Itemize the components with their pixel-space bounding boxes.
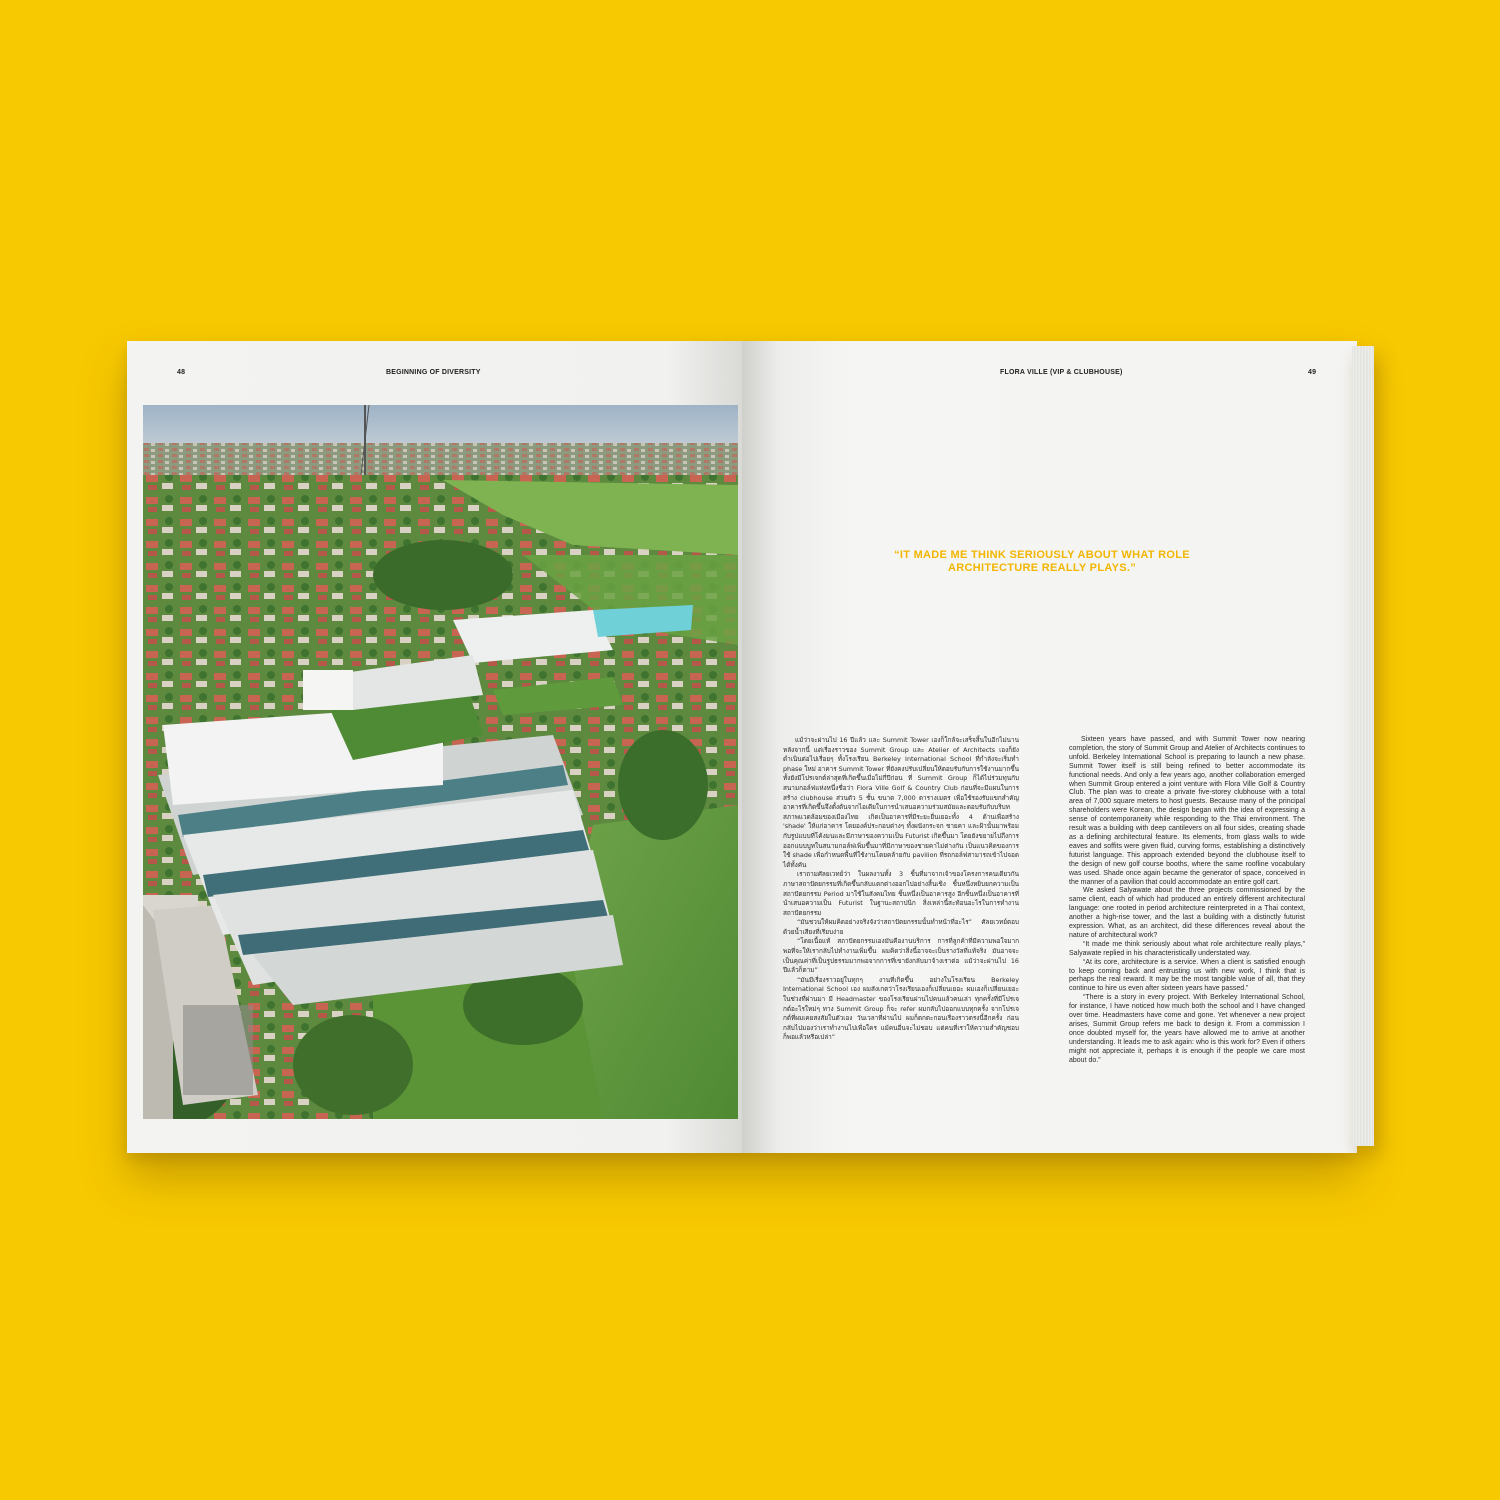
english-paragraph: “At its core, architecture is a service. When a client is satisfied enough to keep coming back and entrusting us with new work, I think that is perhaps the real reward. It may be the most tangible value of all, that they continue to hire us even after sixteen years have passed.” — [1069, 958, 1305, 993]
page-number-right: 49 — [1308, 369, 1317, 376]
pull-quote: “IT MADE ME THINK SERIOUSLY ABOUT WHAT ROLE ARCHITECTURE REALLY PLAYS.” — [894, 549, 1190, 574]
english-paragraph: “There is a story in every project. With Berkeley International School, for instance, I have noticed how much both the school and I have changed over time. Headmasters have come and gone. Yet whenever a new project arises, Summit Group refers me back to design it. From a commission I once doubted myself for, the years have allowed me to arrive at another understanding. It leads me to ask again: who is this work for? Even if others might not appreciate it, perhaps it is enough if the people we care most about do.” — [1069, 994, 1305, 1064]
english-paragraph: Sixteen years have passed, and with Summit Tower now nearing completion, the story of Summit Group and Atelier of Architects continues to unfold. Berkeley International School is preparing to launch a new phase. Summit Tower itself is still being refined to better accommodate its functional needs. And only a few years ago, another collaboration emerged when Summit Group entered a joint venture with Flora Ville Golf & Country Club. The plan was to create a private five-storey clubhouse with a total area of 7,000 square meters to host guests. Because many of the principal shareholders were Korean, the design began with the idea of expressing a sense of contemporaneity while responding to the Thai environment. The result was a building with deep cantilevers on all four sides, creating shade as a defining architectural feature. Its elements, from glass walls to wide eaves and soffits were given fluid, curving forms, establishing a distinctively futurist language. This approach extended beyond the clubhouse itself to the design of new golf course booths, where the same roofline vocabulary was used. Shade once again became the generator of space, conceived in the manner of a pavilion that could accommodate an entire golf cart. — [1069, 736, 1305, 886]
running-head-left: BEGINNING OF DIVERSITY — [386, 369, 481, 376]
magazine-spread — [127, 341, 1357, 1153]
aerial-building-photo — [143, 405, 738, 1119]
thai-text-column — [783, 736, 1019, 1043]
english-paragraph: We asked Salyawate about the three projects commissioned by the same client, each of which had produced an entirely different architectural language: one rooted in period architecture reinterpreted in a Thai context, another a high-rise tower, and the last a building with a distinctly futurist expression. What, as an architect, did these differences reveal about the nature of architectural work? — [1069, 887, 1305, 939]
running-head-right: FLORA VILLE (VIP & CLUBHOUSE) — [1000, 369, 1123, 376]
english-text-column — [1069, 736, 1305, 1066]
english-paragraph: “It made me think seriously about what role architecture really plays,” Salyawate replied in his characteristically understated way. — [1069, 940, 1305, 957]
thai-paragraph: เราถามศัลยเวทย์ว่า ในผลงานทั้ง 3 ชิ้นที่มาจากเจ้าของโครงการคนเดียวกัน ภาษาสถาปัตยกรรมที่เกิดขึ้นกลับแตกต่างออกไปอย่างสิ้นเชิง ชิ้นหนึ่งหยิบยกความเป็นสถาปัตยกรรม Period มาใช้ในสังคมไทย ชิ้นหนึ่งเป็นอาคารสูง อีกชิ้นหนึ่งเป็นอาคารที่นำเสนอความเป็น Futurist ในฐานะสถาปนิก สิ่งเหล่านี้สะท้อนอะไรในการทำงานสถาปัตยกรรม — [783, 870, 1019, 917]
thai-paragraph: แม้ว่าจะผ่านไป 16 ปีแล้ว และ Summit Tower เองก็ใกล้จะเสร็จสิ้นในอีกไม่นาน หลังจากนี้ แต่เรื่องราวของ Summit Group และ Atelier of Architects เองก็ยังดำเนินต่อไปเรื่อยๆ ทั้งโรงเรียน Berkeley International School ที่กำลังจะเริ่มทำ phase ใหม่ อาคาร Summit Tower ที่ยังคงปรับเปลี่ยนให้ตอบรับกับการใช้งานมากขึ้น ทั้งยังมีโปรเจกต์ล่าสุดที่เกิดขึ้นเมื่อไม่กี่ปีก่อน ที่ Summit Group ก็ได้ไปร่วมทุนกับสนามกอล์ฟแห่งหนึ่งชื่อว่า Flora Ville Golf & Country Club ก่อนที่จะมีแผนในการสร้าง clubhouse ส่วนตัว 5 ชั้น ขนาด 7,000 ตารางเมตร เพื่อใช้รองรับแขกสำคัญ อาคารที่เกิดขึ้นจึงตั้งต้นจากไอเดียในการนำเสนอความร่วมสมัยและตอบรับกับบริบทสภาพแวดล้อมของเมืองไทย เกิดเป็นอาคารที่มีระยะยื่นเยอะทั้ง 4 ด้านเพื่อสร้าง 'shade' ให้แก่อาคาร โดยองค์ประกอบต่างๆ ทั้งผนังกระจก ชายคา และฝ้านั้นมาพร้อมกับรูปแบบที่โค้งมนและมีภาษาของความเป็น Futurist เกิดขึ้นมา โดยยังขยายไปถึงการออกแบบบูทในสนามกอล์ฟเพิ่มขึ้นมาที่มีภาษาของชายคาไม่ต่างกัน เป็นแนวคิดของการใช้ shade เพื่อกำหนดพื้นที่ใช้งานโดยคล้ายกับ pavilion ที่รถกอล์ฟสามารถเข้าไปจอดได้ทั้งคัน — [783, 736, 1019, 869]
left-page — [127, 341, 742, 1153]
thai-paragraph: “มันชวนให้ผมคิดอย่างจริงจังว่าสถาปัตยกรรมนั้นทำหน้าที่อะไร” ศัลยเวทย์ตอบด้วยน้ำเสียงที่เรียบง่าย — [783, 918, 1019, 936]
thai-paragraph: “มันมีเรื่องราวอยู่ในทุกๆ งานที่เกิดขึ้น อย่างในโรงเรียน Berkeley International School เอง ผมสังเกตว่าโรงเรียนเองก็เปลี่ยนเยอะ ผมเองก็เปลี่ยนเยอะ ในช่วงที่ผ่านมา มี Headmaster ของโรงเรียนผ่านไปคนแล้วคนเล่า ทุกครั้งที่มีโปรเจกต์อะไรใหม่ๆ ทาง Summit Group ก็จะ refer ผมกลับไปออกแบบทุกครั้ง จากโปรเจกต์ที่ผมเคยสงสัยในตัวเอง วันเวลาที่ผ่านไป ผมก็ตกตะกอนเรื่องราวตรงนี้อีกครั้ง ก่อนกลับไปมองว่าเราทำงานไปเพื่อใคร แม้คนอื่นจะไม่ชอบ แต่คนที่เราให้ความสำคัญชอบก็พอแล้วหรือเปล่า” — [783, 975, 1019, 1042]
page-edges — [1352, 346, 1374, 1146]
thai-paragraph: “โดยเนื้อแท้ สถาปัตยกรรมเองมันคืองานบริการ การที่ลูกค้าที่มีความพอใจมากพอที่จะให้เรากลับไปทำงานเพิ่มขึ้น ผมคิดว่าสิ่งนี้อาจจะเป็นรางวัลที่แท้จริง มันอาจจะเป็นคุณค่าที่เป็นรูปธรรมมากพอจากการที่เขายังกลับมาจ้างเราต่อ แม้ว่าจะผ่านไป 16 ปีแล้วก็ตาม” — [783, 937, 1019, 975]
aerial-building-photo-icon — [143, 405, 738, 1119]
page-number-left: 48 — [177, 369, 186, 376]
right-page — [742, 341, 1357, 1153]
